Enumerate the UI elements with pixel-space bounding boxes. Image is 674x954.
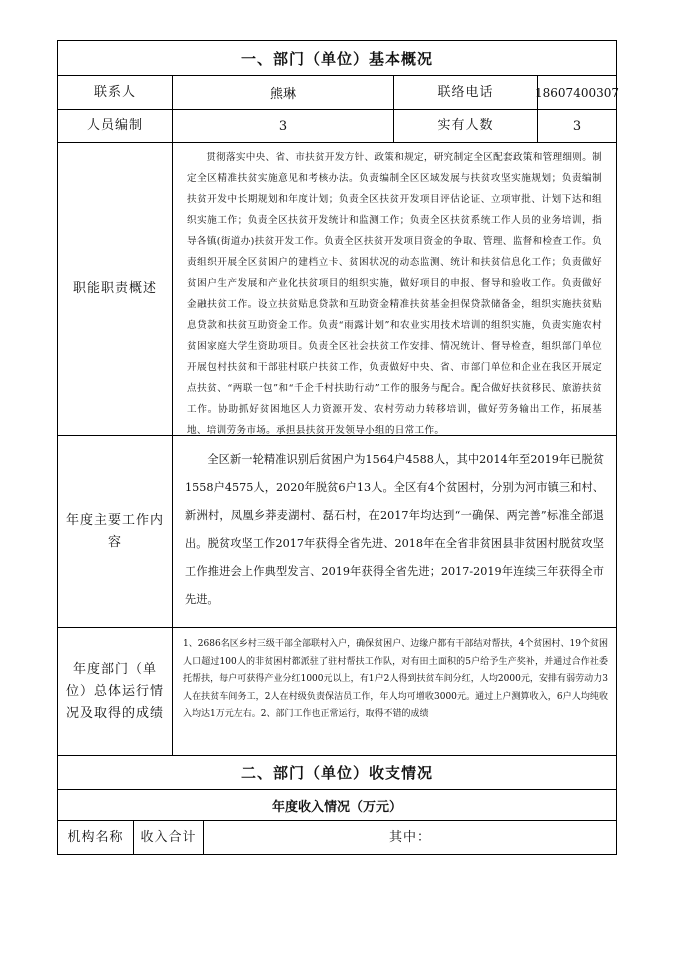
phone-label: 联络电话 [394, 76, 538, 109]
contact-name: 熊琳 [173, 76, 394, 109]
overall-row [58, 628, 616, 756]
duties-label: 职能职责概述 [58, 143, 173, 435]
section1-title: 一、部门（单位）基本概况 [240, 49, 433, 68]
annual-work-label: 年度主要工作内容 [58, 436, 173, 627]
contact-label: 联系人 [58, 76, 173, 109]
annual-work-cell [173, 436, 616, 627]
duties-cell [173, 143, 616, 435]
actual-value: 3 [572, 118, 582, 134]
col-of-which-header: 其中： [388, 829, 431, 845]
authorized-value: 3 [173, 110, 394, 142]
income-header-row [58, 821, 616, 854]
section2-title: 二、部门（单位）收支情况 [240, 764, 433, 782]
overall-label: 年度部门（单位）总体运行情况及取得的成绩 [58, 628, 173, 755]
income-title-row [58, 790, 616, 821]
annual-work-row [58, 436, 616, 628]
col-org-header: 机构名称 [58, 821, 134, 854]
income-title: 年度收入情况（万元） [271, 799, 402, 815]
duties-row [58, 143, 616, 436]
section2-row [58, 756, 616, 790]
overall-text: 1、2686名区乡村三级干部全部联村入户，确保贫困户、边缘户都有干部结对帮扶，4个贫困村、19个贫困人口超过100人的非贫困村都派驻了驻村帮扶工作队，对有田土面积的5户给予生产奖补，并通过合作社委托帮扶，每户可获得产业分红1000元以上，有1户2人得到扶贫车间分红，人均2000元，安排有弱劳动力3人在扶贫车间务工，2人在村级负责保洁员工作，年人均可增收3000元。通过上户测算收入，6户人均纯收入均达1万元左右。2、部门工作也正常运行，取得不错的成绩 [183, 639, 608, 719]
section1-row [58, 41, 616, 76]
actual-label: 实有人数 [394, 110, 538, 142]
overall-cell [173, 628, 616, 755]
duties-text: 贯彻落实中央、省、市扶贫开发方针、政策和规定，研究制定全区配套政策和管理细则。制定全区精准扶贫实施意见和考核办法。负责编制全区区域发展与扶贫攻坚实施规划；负责编制扶贫开发中长期规划和年度计划；负责全区扶贫开发项目评估论证、立项审批、计划下达和组织实施工作；负责全区扶贫开发统计和监测工作；负责全区扶贫系统工作人员的业务培训，指导各镇(街道办)扶贫开发工作。负责全区扶贫开发项目资金的争取、管理、监督和检查工作。负责组织开展全区贫困户的建档立卡、贫困状况的动态监测、统计和扶贫信息化工作；负责做好贫困户生产发展和产业化扶贫项目的组织实施，做好项目的申报、督导和验收工作。负责做好金融扶贫工作。设立扶贫贴息贷款和互助资金精准扶贫基金担保贷款储备金，组织实施扶贫贴息贷款和扶贫互助资金工作。负责“雨露计划”和农业实用技术培训的组织实施，负责实施农村贫困家庭大学生资助项目。负责全区社会扶贫工作安排、情况统计、督导检查，组织部门单位开展包村扶贫和干部驻村联户扶贫工作，负责做好中央、省、市部门单位和企业在我区开展定点扶贫、“两联一包”和“千企千村扶助行动”工作的服务与配合。配合做好扶贫移民、旅游扶贫工作。协助抓好贫困地区人力资源开发、农村劳动力转移培训，做好劳务输出工作，拓展基地、培训劳务市场。承担县扶贫开发领导小组的日常工作。 [187, 152, 602, 436]
contact-row [58, 76, 619, 110]
phone-value: 18607400307 [535, 85, 619, 100]
staff-row [58, 110, 616, 143]
budget-table [57, 40, 617, 855]
authorized-label: 人员编制 [58, 110, 173, 142]
col-total-header: 收入合计 [134, 821, 204, 854]
annual-work-text: 全区新一轮精准识别后贫困户为1564户4588人，其中2014年至2019年已脱贫1558户4575人，2020年脱贫6户13人。全区有4个贫困村，分别为河市镇三和村、新洲村，凤凰乡莽麦湖村、磊石村，在2017年均达到“一确保、两完善”标准全部退出。脱贫攻坚工作2017年获得全省先进、2018年在全省非贫困县非贫困村脱贫攻坚工作推进会上作典型发言、2019年获得全省先进；2017-2019年连续三年获得全市先进。 [185, 453, 604, 606]
